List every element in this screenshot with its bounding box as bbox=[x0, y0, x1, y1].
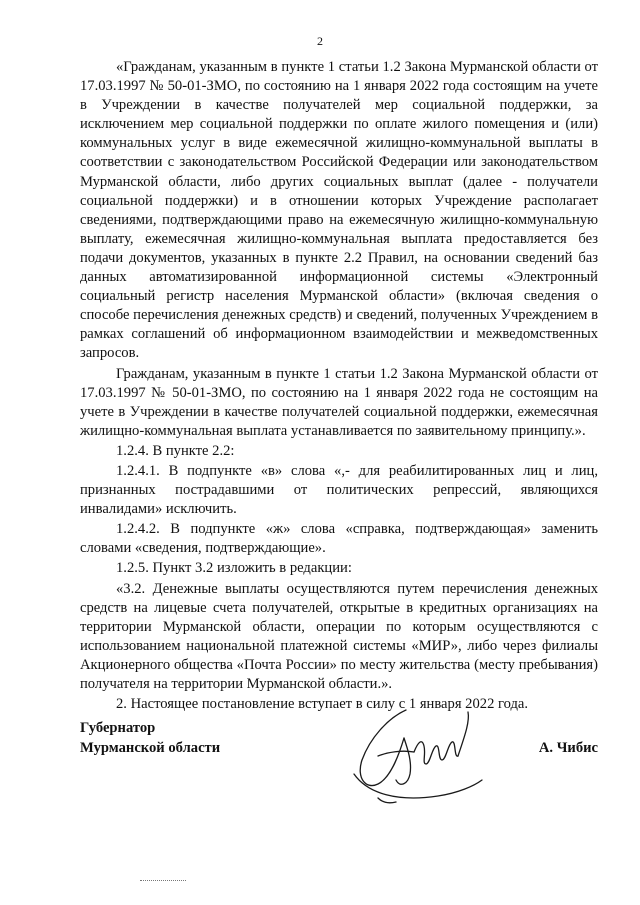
paragraph-7: «3.2. Денежные выплаты осуществляются путем перечисления денежных средств на лицевые счета получателей, открытые в кредитных организациях на территории Мурманской области, операции по которым осуществляются с использованием национальной платежной системы «МИР», либо через филиалы Акционерного общества «Почта России» по месту жительства (месту пребывания) получателя на территории Мурманской области.». bbox=[80, 580, 598, 692]
page-number: 2 bbox=[317, 34, 323, 48]
document-body bbox=[80, 58, 598, 714]
paragraph-5: 1.2.4.2. В подпункте «ж» слова «справка, подтверждающая» заменить словами «сведения, подтверждающие». bbox=[80, 521, 598, 557]
signer-title bbox=[80, 718, 220, 758]
signer-title-line-1: Губернатор bbox=[80, 720, 156, 736]
footer-dotted-mark bbox=[140, 880, 186, 881]
paragraph-4: 1.2.4.1. В подпункте «в» слова «,- для реабилитированных лиц и лиц, признанных пострадавшими от политических репрессий, являющихся инвалидами» исключить. bbox=[80, 462, 598, 518]
paragraph-8: 2. Настоящее постановление вступает в силу с 1 января 2022 года. bbox=[116, 696, 529, 713]
paragraph-2: Гражданам, указанным в пункте 1 статьи 1.2 Закона Мурманской области от 17.03.1997 № 50-01-ЗМО, по состоянию на 1 января 2022 года не состоящим на учете в Учреждении в качестве получателей социальной поддержки, ежемесячная жилищно-коммунальная выплата устанавливается по заявительному принципу.». bbox=[80, 365, 598, 439]
signature-block bbox=[80, 718, 598, 818]
signer-name: А. Чибис bbox=[538, 740, 598, 756]
paragraph-6: 1.2.5. Пункт 3.2 изложить в редакции: bbox=[116, 560, 352, 577]
paragraph-1: «Гражданам, указанным в пункте 1 статьи 1.2 Закона Мурманской области от 17.03.1997 № 50-01-ЗМО, по состоянию на 1 января 2022 года состоящим на учете в Учреждении в качестве получателей мер социальной поддержки, за исключением мер социальной поддержки по оплате жилого помещения и (или) коммунальных услуг в виде ежемесячной жилищно-коммунальной выплаты в соответствии с законодательством Российской Федерации или законодательством Мурманской области, либо других социальных выплат (далее - получатели социальной поддержки) и в отношении которых Учреждение располагает сведениями, подтверждающими право на ежемесячную жилищно-коммунальную выплату, ежемесячная жилищно-коммунальная выплата предоставляется без подачи документов, указанных в пункте 2.2 Правил, на основании сведений баз данных автоматизированной информационной системы «Электронный социальный регистр населения Мурманской области» (включая сведения о способе перечисления денежных средств) и сведений, полученных Учреждением в рамках соглашений об информационном взаимодействии и межведомственных запросов. bbox=[80, 59, 598, 362]
signer-title-line-2: Мурманской области bbox=[80, 740, 221, 756]
paragraph-3: 1.2.4. В пункте 2.2: bbox=[116, 442, 235, 459]
handwritten-signature-icon bbox=[318, 698, 488, 808]
